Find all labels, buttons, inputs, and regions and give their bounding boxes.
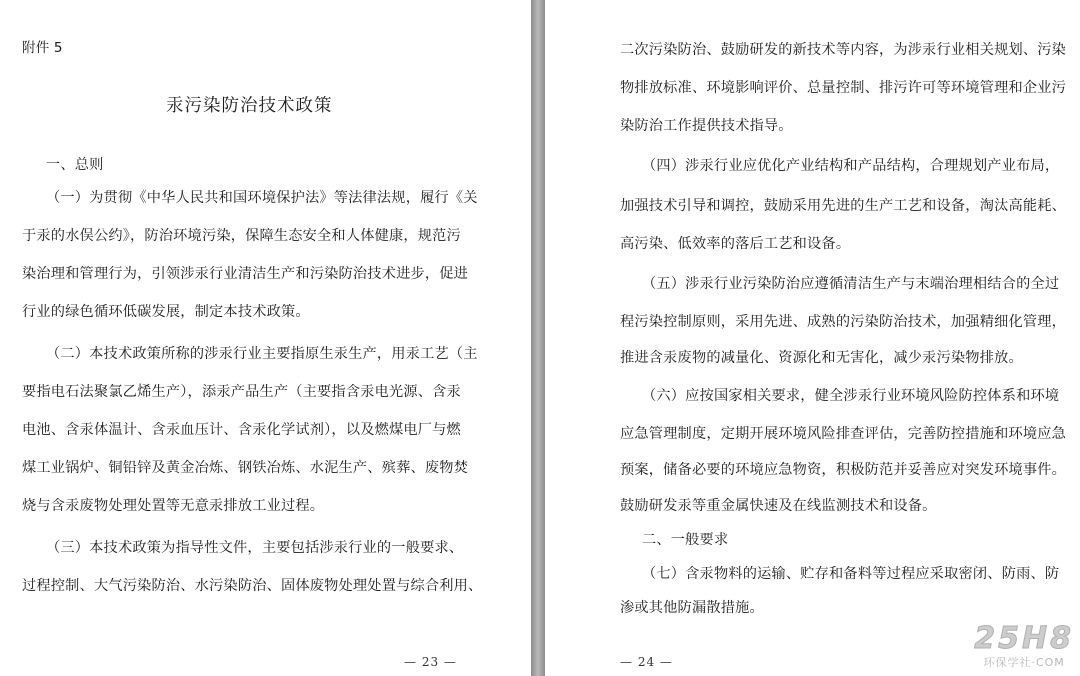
paragraph-line: 电池、含汞体温计、含汞血压计、含汞化学试剂），以及燃煤电厂与燃 bbox=[22, 422, 461, 438]
attachment-label: 附件 5 bbox=[22, 40, 63, 56]
watermark-logo: 25H8 bbox=[974, 621, 1074, 656]
paragraph-line: （五）涉汞行业污染防治应遵循清洁生产与末端治理相结合的全过 bbox=[642, 276, 1060, 292]
page-number: — 24 — bbox=[620, 655, 673, 669]
section-heading: 一、总则 bbox=[46, 157, 104, 173]
paragraph-line: 行业的绿色循环低碳发展，制定本技术政策。 bbox=[22, 304, 310, 320]
paragraph-line: （二）本技术政策所称的涉汞行业主要指原生汞生产，用汞工艺（主 bbox=[46, 346, 478, 362]
paragraph-line: 鼓励研发汞等重金属快速及在线监测技术和设备。 bbox=[620, 498, 937, 514]
site-watermark bbox=[974, 621, 1074, 670]
paragraph-line: 高污染、低效率的落后工艺和设备。 bbox=[620, 236, 851, 252]
paragraph-line: 于汞的水俣公约》，防治环境污染，保障生态安全和人体健康，规范污 bbox=[22, 228, 461, 244]
paragraph-line: 渗或其他防漏散措施。 bbox=[620, 600, 764, 616]
right-page bbox=[545, 0, 1080, 676]
paragraph-line: 过程控制、大气污染防治、水污染防治、固体废物处理处置与综合利用、 bbox=[22, 578, 483, 594]
paragraph-line: （四）涉汞行业应优化产业结构和产品结构，合理规划产业布局， bbox=[642, 158, 1060, 174]
paragraph-line: 要指电石法聚氯乙烯生产），添汞产品生产（主要指含汞电光源、含汞 bbox=[22, 384, 461, 400]
paragraph-line: （一）为贯彻《中华人民共和国环境保护法》等法律法规，履行《关 bbox=[46, 190, 478, 206]
watermark-subtitle: 环保学社·COM bbox=[983, 656, 1065, 669]
paragraph-line: （三）本技术政策为指导性文件，主要包括涉汞行业的一般要求、 bbox=[46, 540, 464, 556]
section-heading: 二、一般要求 bbox=[642, 532, 729, 548]
paragraph-line: 应急管理制度，定期开展环境风险排查评估，完善防控措施和环境应急 bbox=[620, 426, 1067, 442]
paragraph-line: 染防治工作提供技术指导。 bbox=[620, 118, 793, 134]
paragraph-line: （六）应按国家相关要求，健全涉汞行业环境风险防控体系和环境 bbox=[642, 388, 1060, 404]
left-page bbox=[0, 0, 531, 676]
paragraph-line: 染治理和管理行为，引领涉汞行业清洁生产和污染防治技术进步，促进 bbox=[22, 266, 469, 282]
paragraph-line: 二次污染防治、鼓励研发的新技术等内容，为涉汞行业相关规划、污染 bbox=[620, 42, 1067, 58]
paragraph-line: 预案，储备必要的环境应急物资，积极防范并妥善应对突发环境事件。 bbox=[620, 462, 1067, 478]
paragraph-line: （七）含汞物料的运输、贮存和备料等过程应采取密闭、防雨、防 bbox=[642, 566, 1060, 582]
paragraph-line: 推进含汞废物的减量化、资源化和无害化，减少汞污染物排放。 bbox=[620, 350, 1023, 366]
document-title: 汞污染防治技术政策 bbox=[166, 96, 333, 116]
paragraph-line: 物排放标准、环境影响评价、总量控制、排污许可等环境管理和企业污 bbox=[620, 80, 1067, 96]
paragraph-line: 烧与含汞废物处理处置等无意汞排放工业过程。 bbox=[22, 498, 325, 514]
paragraph-line: 程污染控制原则，采用先进、成熟的污染防治技术，加强精细化管理， bbox=[620, 314, 1067, 330]
paragraph-line: 煤工业锅炉、铜铅锌及黄金冶炼、钢铁冶炼、水泥生产、殡葬、废物焚 bbox=[22, 460, 469, 476]
paragraph-line: 加强技术引导和调控，鼓励采用先进的生产工艺和设备，淘汰高能耗、 bbox=[620, 198, 1067, 214]
page-gutter bbox=[531, 0, 545, 676]
page-number: — 23 — bbox=[404, 655, 457, 669]
